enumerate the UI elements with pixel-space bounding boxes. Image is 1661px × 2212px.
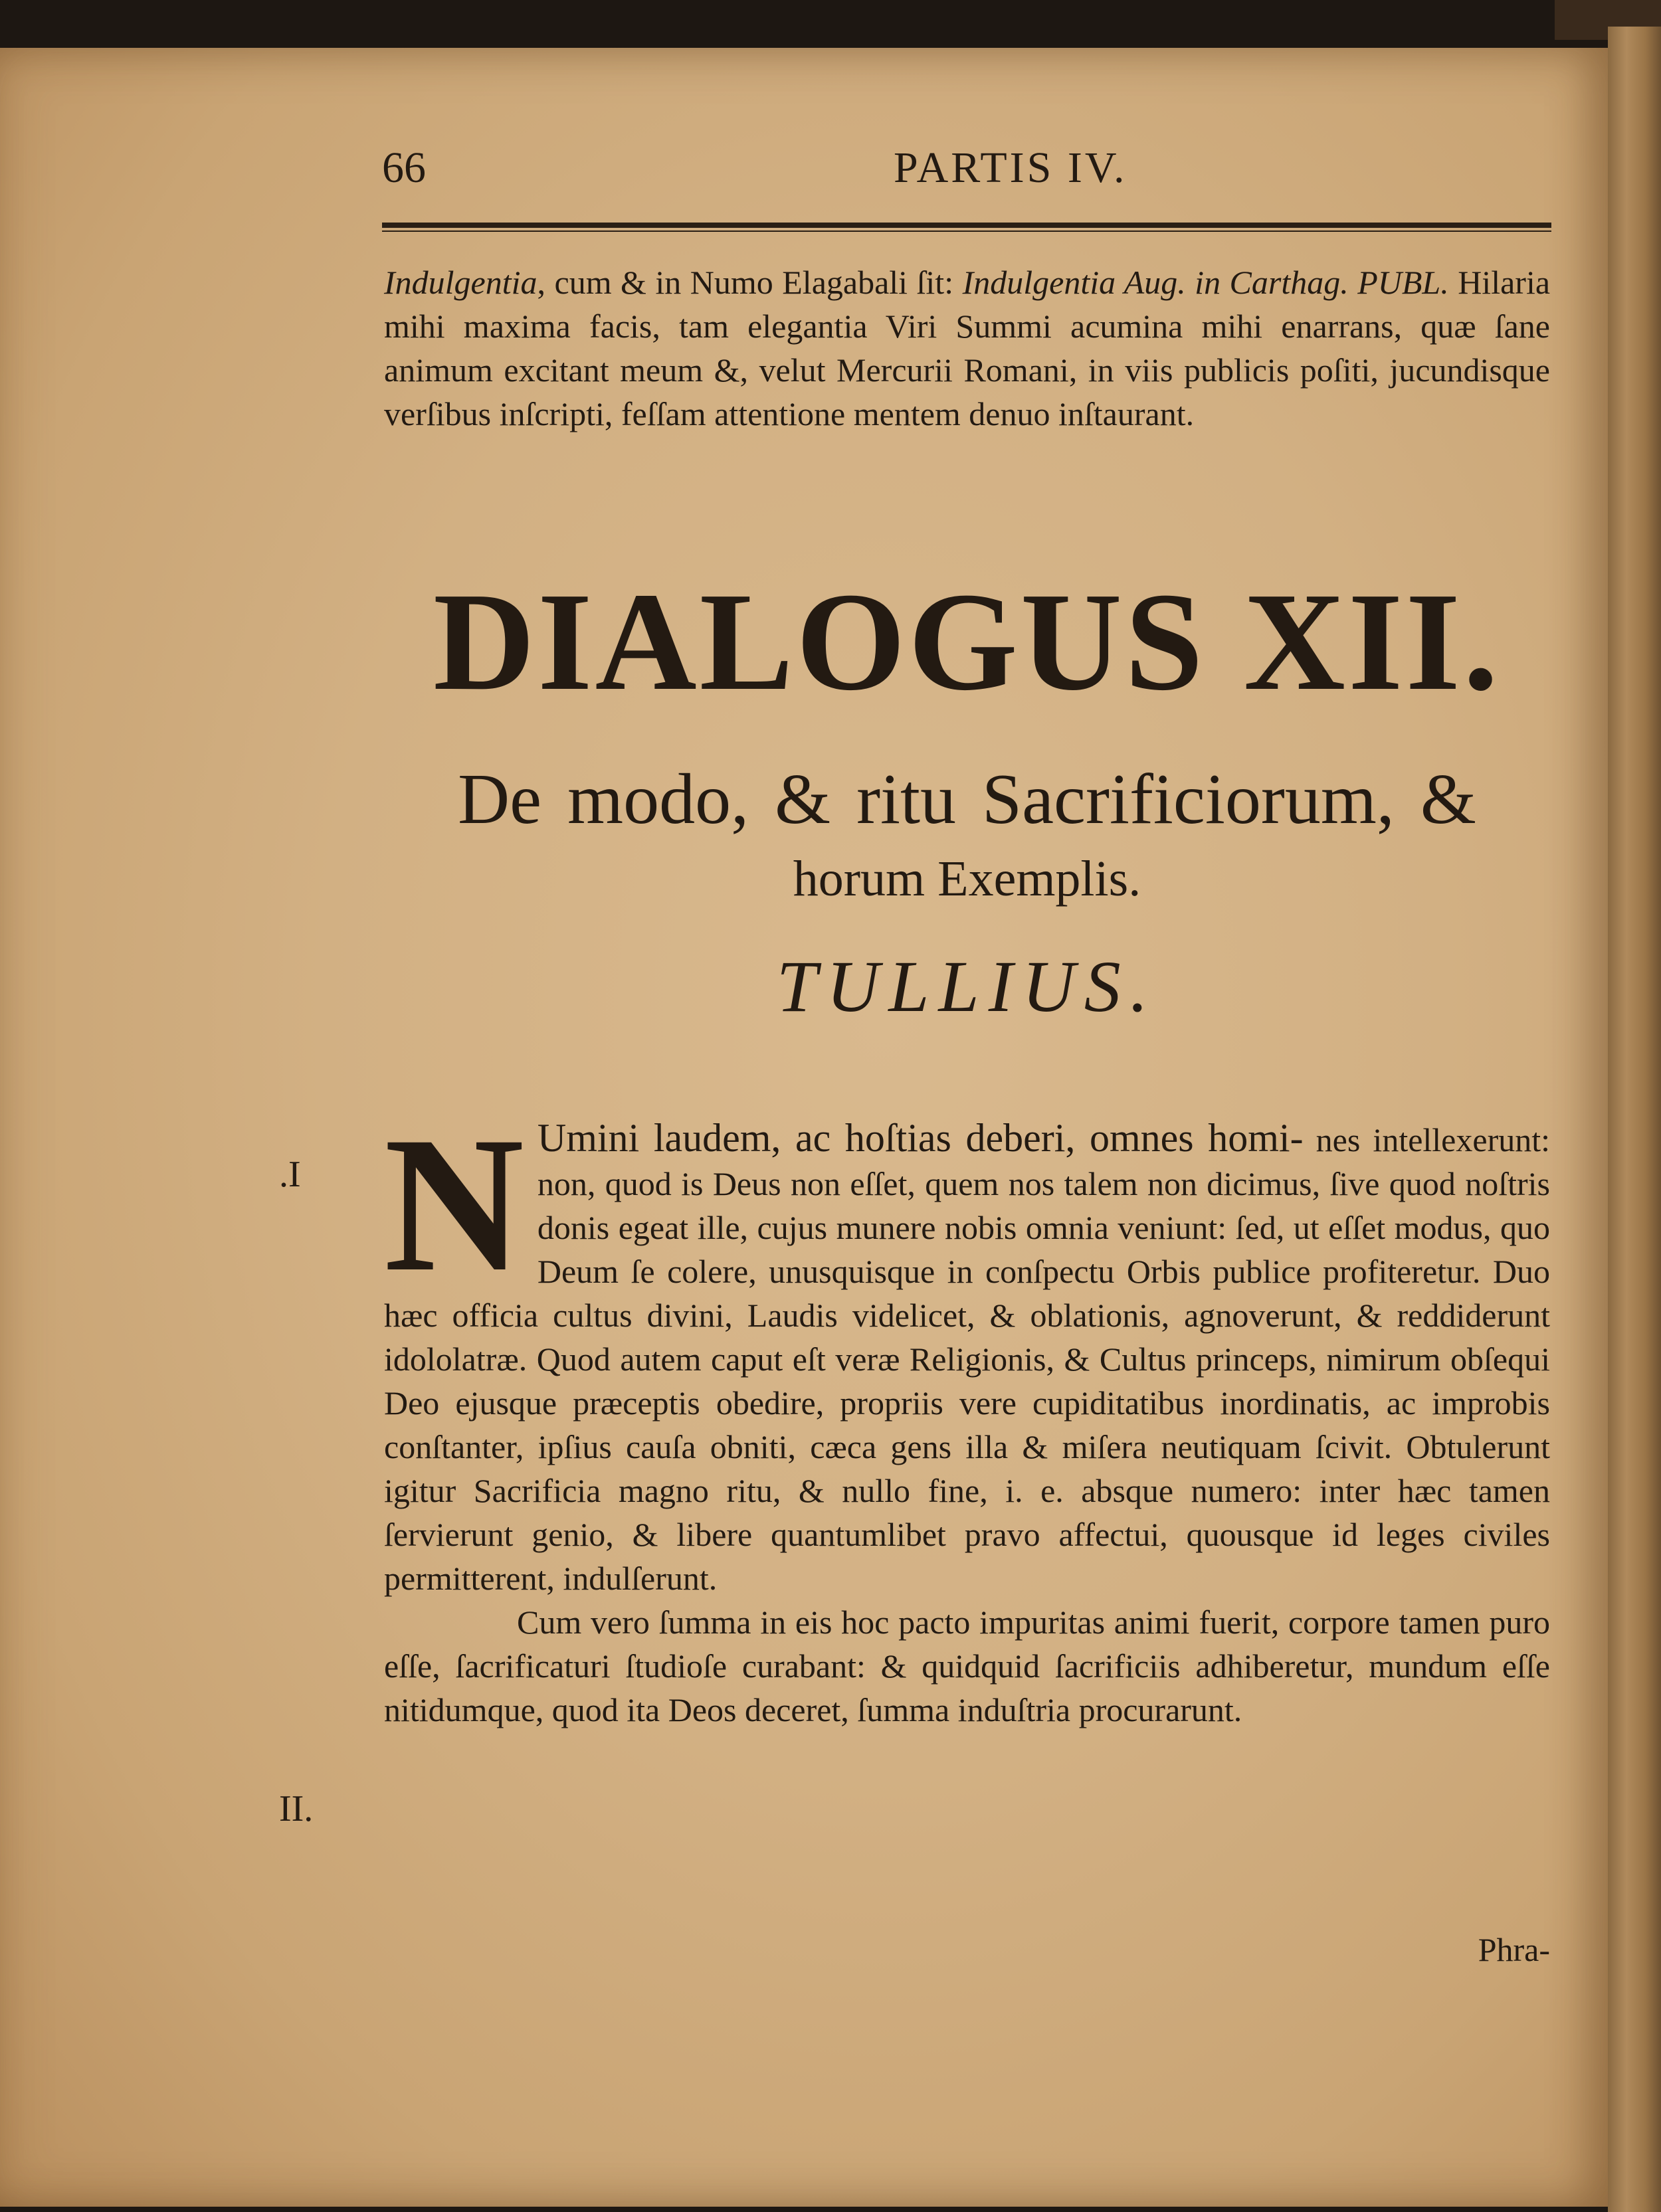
intro-italic-2: Indulgentia Aug. in Carthag. PUBL.	[962, 264, 1449, 301]
header-rule-thin	[382, 230, 1551, 232]
header-rule	[382, 223, 1551, 228]
intro-italic-1: Indulgentia	[384, 264, 537, 301]
page-edge	[1608, 27, 1661, 2212]
body-text	[384, 1097, 1551, 1732]
dialogue-subtitle-line1: De modo, & ritu Sacrificiorum, &	[458, 760, 1476, 839]
intro-text-1: , cum & in Numo Elagabali ſit:	[537, 264, 954, 301]
page-number: 66	[382, 143, 426, 192]
paragraph-1	[384, 1097, 1551, 1600]
paragraph-1-opening: Umini laudem, ac hoſtias deberi, omnes homi-	[537, 1116, 1304, 1160]
paragraph-2: Cum vero ſumma in eis hoc pacto impuritas animi fuerit, corpore tamen puro eſſe, ſacrificaturi ſtudioſe curabant: & quidquid ſacrificiis adhiberetur, mundum eſſe nitidumque, quod ita Deos deceret, ſumma induſtria procurarunt.	[384, 1604, 1550, 1728]
dialogue-title: DIALOGUS XII.	[433, 563, 1501, 719]
intro-paragraph	[384, 260, 1550, 436]
intro-text-2: Hilaria mihi maxima facis, tam elegantia Viri Summi acumina mihi enarrans, quæ ſane animum excitant meum &, velut Mercurii Romani, in viis publicis poſiti, jucundisque verſibus inſcripti, feſſam attentione mentem denuo inſtaurant.	[384, 264, 1551, 432]
speaker-name: TULLIUS.	[776, 946, 1158, 1027]
drop-cap: N	[384, 1097, 524, 1312]
catchword: Phra-	[1478, 1931, 1550, 1968]
page-header	[382, 98, 1551, 191]
margin-note-1: .I	[279, 1154, 301, 1195]
dialogue-subtitle-line2: horum Exemplis.	[793, 851, 1141, 907]
paragraph-1-text: nes intellexerunt: non, quod is Deus non eſſet, quem nos talem non dicimus, ſive quod noſtris donis egeat ille, cujus munere nobis omnia veniunt: ſed, ut eſſet modus, quo Deum ſe colere, unusquisque in conſpectu Orbis publice profiteretur. Duo hæc officia cultus divini, Laudis videlicet, & oblationis, agnoverunt, & reddiderunt idololatræ. Quod autem caput eſt veræ Religionis, & Cultus princeps, nimirum obſequi Deo ejusque præceptis obedire, propriis vere cupiditatibus inordinatis, ac improbis conſtanter, ipſius cauſa obniti, cæca gens illa & miſera neutiquam ſcivit. Obtulerunt igitur Sacrificia magno ritu, & nullo fine, i. e. absque numero: inter hæc tamen ſervierunt genio, & libere quantumlibet pravo affectui, quousque id leges civiles permitterent, indulſerunt.	[384, 1121, 1551, 1597]
margin-note-2: II.	[279, 1788, 314, 1829]
running-head: PARTIS IV.	[894, 143, 1127, 192]
